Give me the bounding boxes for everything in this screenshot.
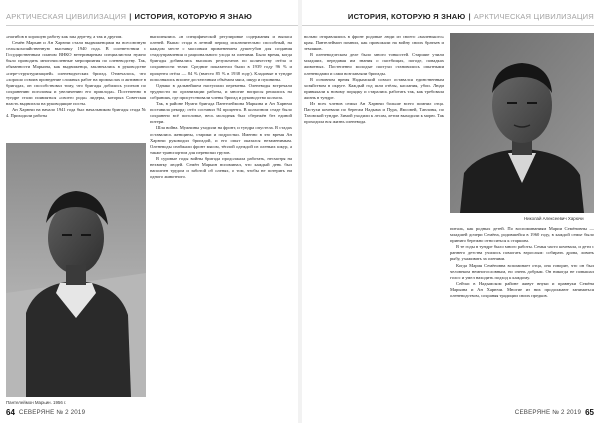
header-section-label: АРКТИЧЕСКАЯ ЦИВИЛИЗАЦИЯ: [6, 11, 127, 21]
photo-caption-right: Николай Алексеевич Харючи: [524, 216, 584, 221]
paragraph: В суровые годы войны бригада продолжала работать, несмотря на нехватку людей. Семён Марьин вспоминал, что каждый день был наполнен трудом и заботой об оленях, о том, чтобы не потерять ни одного животного.: [150, 155, 292, 180]
portrait-illustration: [6, 143, 146, 397]
header-section-label: АРКТИЧЕСКАЯ ЦИВИЛИЗАЦИЯ: [473, 11, 594, 21]
paragraph: В оленеводческом деле было много тонкостей. Старшие учили младших, передавая им знания о пастбищах, погоде, повадках животных. Постепенно молодые пастухи становились опытными оленеводами и сами возглавляли бригады.: [304, 52, 444, 76]
photo-caption-left: Пантелеймон Марьин. 1956 г.: [6, 400, 67, 405]
paragraph: Однако в дальнейшем наступили перемены. Оленеводы встречали трудности по организации работы, и многие вопросы решались на собраниях, где присутствовали члены бригад и руководство колхоза.: [150, 82, 292, 100]
right-page-footer: [515, 408, 594, 417]
left-column-1: [6, 34, 146, 139]
paragraph: Ан Харючи на начало 1941 года был начальником бригады стада № 4. Приходили работы: [6, 107, 146, 119]
paragraph: вольно отправлялись в фронт родовые люди из своего «маленького» края. Пантелеймон помнил, как провожали на войну своих братьев и земляков.: [304, 34, 444, 52]
page-number: 65: [585, 408, 594, 417]
paragraph: В те годы в тундре было много работы. Семья часто кочевала, и дети с раннего детства учились помогать взрослым: собирать дрова, ловить рыбу, ухаживать за оленями.: [450, 244, 594, 262]
paragraph: Так, в районе Нумги бригада Пантелеймона Марьина и Ан Харючи поставила рекорд: отёл составил 94 процента. В колхозном стаде было сохранено всё поголовье, весь молодняк был сбережён без единой потери.: [150, 101, 292, 125]
right-page: [302, 0, 600, 423]
left-column-2: [150, 34, 292, 400]
left-page: [0, 0, 298, 423]
paragraph: Когда Мария Семёновна вспоминает отца, она говорит, что он был человеком немногословным, но очень добрым. Он никогда не повышал голос и умел находить подход к каждому.: [450, 262, 594, 280]
paragraph: выполнялись «в специфической регулировке содержания и выпаса оленей. Выпас стада в летний период исключительно способный, на каждом месте с массовым применением душегубов для создания стадоуправления и рационального ухода за оленями. Было время, когда бригады добивались высоких результатов по количеству отёла и сохранности телят. Средние показатели были в 1939 году 96 % и процента отёла — 84 % (вместо 85 % в 1938 году). Кладовые в тундре пополнялись вполне достаточным объёмом мяса, шкур и пушнины.: [150, 34, 292, 82]
portrait-photo-right: [450, 33, 594, 213]
right-column-1: [304, 34, 444, 400]
magazine-issue: СЕВЕРЯНЕ № 2 2019: [514, 409, 582, 416]
paragraph: «нагибов в хорошую работу как заы дере-ву, а так и другим.: [6, 34, 123, 39]
portrait-photo-left: [6, 143, 146, 397]
header-rule: [302, 25, 594, 26]
paragraph: В основном время Надымский совхоз оставался единственным хозяйством в округе. Каждый год шли отёлы, каслания, убои. Люди привыкали к новому порядку и старались работать так, как требовала жизнь в тундре.: [304, 76, 444, 100]
paragraph: Семён Марьин и Ан Харючи стали выдвиженцами на всесоюзную сельскохозяйственную выставку 1940 года. В соответствии с Государственным планом ВНКО ветеринарным специалистом нужно было проводить многочисленные мероприятия по оленеводству. Так, обязанности Марьина, как выдвиженца, заключались в руководстве «пере-структуризацией» оленеводческих бригад. Отмечалось, что «хорошо освоив проведение сложных работ на промыслах и активное в бригадах, он способствовал тому, что бригады добились успехов по сохранению поголовья и увеличению его приплода». Постепенно в тундре стали появляться «своего рода» лидеры, которых Советская власть выдвигала на руководящие посты.: [6, 40, 146, 107]
paragraph: Из всех членов семьи Ан Харючи больше всего помнил отца. Пастухи кочевали по берегам Надыма и Пура, Ямсовей, Танловы, по Тазовской тундре. Зимой уходили к лесам, летом выходили к морю. Так проходила вся жизнь оленевода.: [304, 101, 444, 125]
paragraph: Шла война. Мужчины уходили на фронт, и тундра опустела. В стадах оставались женщины, старики и подростки. Именно в это время Ан Харючи руководил бригадой, и его опыт оказался незаменимым. Оленеводы снабжали фронт мясом, тёплой одеждой из оленьих шкур, а также транспортом для перевозки грузов.: [150, 125, 292, 155]
magazine-issue: СЕВЕРЯНЕ № 2 2019: [18, 409, 86, 416]
left-page-header: [6, 8, 252, 24]
right-column-2: [450, 226, 594, 400]
paragraph: питаль, как родных детей. По воспоминаниям Марии Семёновны — младшей дочери Семёна, родившейся в 1960 году, в каждой семье было принято бережно относиться к старшим.: [450, 226, 594, 244]
header-rubric-title: ИСТОРИЯ, КОТОРУЮ Я ЗНАЮ: [347, 11, 466, 21]
header-separator: |: [129, 11, 132, 21]
portrait-illustration: [450, 33, 594, 213]
paragraph: Сейчас в Надымском районе живут внуки и правнуки Семёна Марьина и Ан Харючи. Многие из них продолжают заниматься оленеводством, сохраняя традиции своих предков.: [450, 280, 594, 299]
header-rubric-title: ИСТОРИЯ, КОТОРУЮ Я ЗНАЮ: [134, 11, 253, 21]
left-page-footer: [6, 408, 85, 417]
right-page-header: [348, 8, 594, 24]
page-number: 64: [6, 408, 15, 417]
header-separator: |: [468, 11, 471, 21]
header-rule: [6, 25, 298, 26]
